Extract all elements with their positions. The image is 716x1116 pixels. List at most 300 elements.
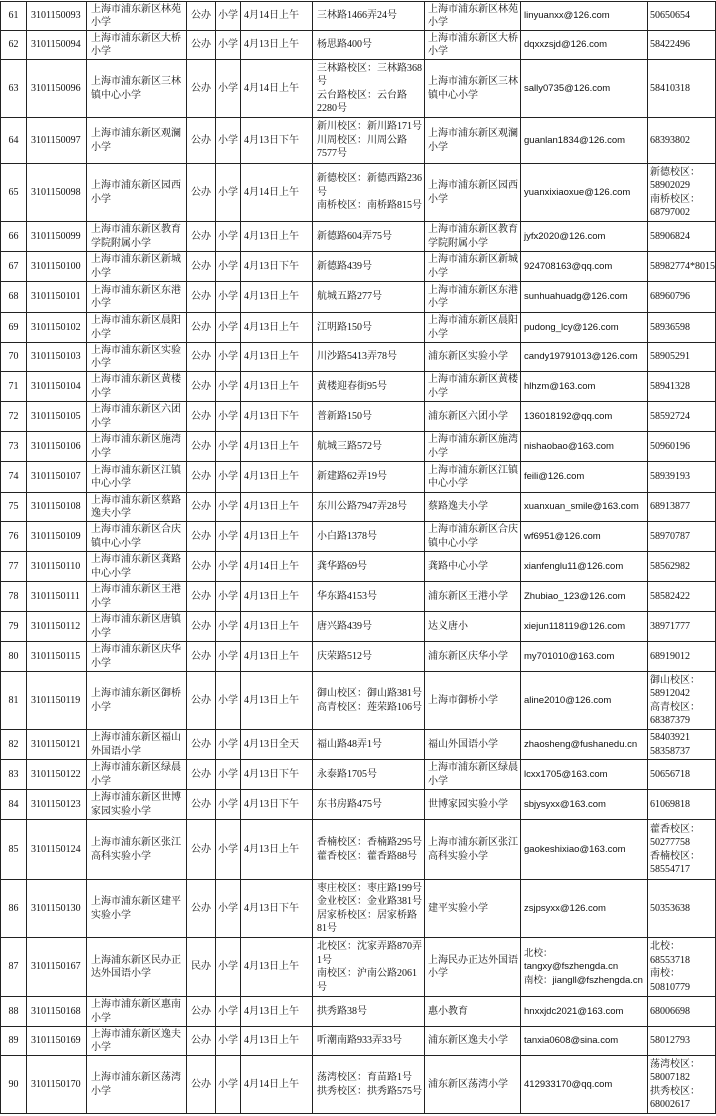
cell-school-level: 小学: [216, 343, 241, 372]
cell-school-name: 上海市浦东新区晨阳小学: [87, 313, 187, 343]
cell-school-type: 公办: [187, 343, 216, 372]
cell-contact-phone: 68960796: [648, 282, 716, 313]
cell-school-name: 上海市浦东新区观澜小学: [87, 118, 187, 164]
cell-school-name: 上海市浦东新区荡湾小学: [87, 1056, 187, 1114]
cell-school-account: 上海市浦东新区观澜小学: [425, 118, 521, 164]
cell-school-name: 上海市浦东新区龚路中心小学: [87, 552, 187, 582]
cell-school-code: 3101150100: [27, 252, 87, 282]
cell-school-account: 世博家园实验小学: [425, 790, 521, 820]
cell-contact-phone: 58982774*8015: [648, 252, 716, 282]
cell-school-account: 浦东新区荡湾小学: [425, 1056, 521, 1114]
cell-school-level: 小学: [216, 730, 241, 760]
cell-open-day-time: 4月13日上午: [241, 612, 313, 642]
cell-row-number: 84: [1, 790, 27, 820]
cell-contact-email: lcxx1705@163.com: [521, 760, 648, 790]
cell-open-day-time: 4月14日上午: [241, 1056, 313, 1114]
cell-school-level: 小学: [216, 522, 241, 552]
cell-school-account: 上海市浦东新区合庆镇中心小学: [425, 522, 521, 552]
cell-school-name: 上海市浦东新区大桥小学: [87, 31, 187, 60]
cell-school-account: 浦东新区庆华小学: [425, 642, 521, 672]
cell-school-level: 小学: [216, 493, 241, 522]
cell-school-type: 公办: [187, 760, 216, 790]
cell-school-address: 唐兴路439号: [313, 612, 425, 642]
cell-school-address: 三林路1466弄24号: [313, 2, 425, 31]
cell-school-level: 小学: [216, 1027, 241, 1056]
cell-school-level: 小学: [216, 552, 241, 582]
cell-school-type: 公办: [187, 31, 216, 60]
cell-school-level: 小学: [216, 938, 241, 997]
cell-school-address: 香楠校区：香楠路295号 藿香校区：藿香路88号: [313, 820, 425, 880]
cell-school-account: 上海市浦东新区黄楼小学: [425, 372, 521, 402]
cell-row-number: 61: [1, 2, 27, 31]
cell-school-name: 上海市浦东新区王港小学: [87, 582, 187, 612]
cell-contact-email: xuanxuan_smile@163.com: [521, 493, 648, 522]
cell-row-number: 87: [1, 938, 27, 997]
cell-school-level: 小学: [216, 582, 241, 612]
cell-school-level: 小学: [216, 760, 241, 790]
cell-row-number: 71: [1, 372, 27, 402]
cell-school-address: 御山校区：御山路381号 高青校区：莲荣路106号: [313, 672, 425, 730]
cell-school-name: 上海市浦东新区蔡路逸夫小学: [87, 493, 187, 522]
cell-contact-email: yuanxixiaoxue@126.com: [521, 164, 648, 222]
cell-school-address: 航城三路572号: [313, 432, 425, 462]
cell-school-account: 达义唐小: [425, 612, 521, 642]
cell-row-number: 64: [1, 118, 27, 164]
cell-school-address: 华东路4153号: [313, 582, 425, 612]
cell-row-number: 65: [1, 164, 27, 222]
cell-school-code: 3101150099: [27, 222, 87, 252]
cell-open-day-time: 4月13日下午: [241, 118, 313, 164]
cell-school-level: 小学: [216, 252, 241, 282]
cell-contact-email: candy19791013@126.com: [521, 343, 648, 372]
cell-school-code: 3101150098: [27, 164, 87, 222]
cell-school-name: 上海市浦东新区建平实验小学: [87, 880, 187, 938]
cell-school-type: 公办: [187, 222, 216, 252]
cell-contact-email: guanlan1834@126.com: [521, 118, 648, 164]
cell-school-level: 小学: [216, 402, 241, 432]
cell-school-address: 江明路150号: [313, 313, 425, 343]
cell-contact-phone: 58905291: [648, 343, 716, 372]
cell-contact-phone: 新德校区：58902029 南桥校区：68797002: [648, 164, 716, 222]
cell-contact-email: xianfenglu11@126.com: [521, 552, 648, 582]
cell-school-type: 公办: [187, 372, 216, 402]
cell-school-type: 公办: [187, 552, 216, 582]
cell-contact-email: jyfx2020@126.com: [521, 222, 648, 252]
cell-school-address: 新德路604弄75号: [313, 222, 425, 252]
cell-school-code: 3101150103: [27, 343, 87, 372]
cell-school-address: 东川公路7947弄28号: [313, 493, 425, 522]
cell-school-code: 3101150115: [27, 642, 87, 672]
cell-school-name: 上海市浦东新区施湾小学: [87, 432, 187, 462]
cell-row-number: 88: [1, 997, 27, 1027]
cell-school-level: 小学: [216, 164, 241, 222]
cell-school-code: 3101150105: [27, 402, 87, 432]
cell-open-day-time: 4月13日上午: [241, 432, 313, 462]
cell-contact-email: 136018192@qq.com: [521, 402, 648, 432]
cell-contact-phone: 38971777: [648, 612, 716, 642]
cell-contact-email: zsjpsyxx@126.com: [521, 880, 648, 938]
cell-open-day-time: 4月13日全天: [241, 730, 313, 760]
cell-school-level: 小学: [216, 642, 241, 672]
cell-open-day-time: 4月13日下午: [241, 402, 313, 432]
cell-open-day-time: 4月13日上午: [241, 462, 313, 493]
cell-contact-phone: 御山校区：58912042 高青校区：68387379: [648, 672, 716, 730]
cell-open-day-time: 4月13日上午: [241, 820, 313, 880]
cell-contact-phone: 58936598: [648, 313, 716, 343]
cell-school-code: 3101150110: [27, 552, 87, 582]
cell-school-type: 公办: [187, 2, 216, 31]
cell-school-level: 小学: [216, 1056, 241, 1114]
cell-contact-email: sally0735@126.com: [521, 60, 648, 118]
cell-school-type: 民办: [187, 938, 216, 997]
cell-school-code: 3101150112: [27, 612, 87, 642]
cell-row-number: 75: [1, 493, 27, 522]
cell-school-name: 上海市浦东新区六团小学: [87, 402, 187, 432]
cell-school-code: 3101150130: [27, 880, 87, 938]
cell-contact-phone: 68919012: [648, 642, 716, 672]
cell-contact-email: 北校：tangxy@fszhengda.cn 南校：jiangll@fszhengda.cn: [521, 938, 648, 997]
cell-open-day-time: 4月13日上午: [241, 313, 313, 343]
cell-school-name: 上海市浦东新区庆华小学: [87, 642, 187, 672]
cell-open-day-time: 4月13日上午: [241, 522, 313, 552]
cell-school-type: 公办: [187, 672, 216, 730]
cell-open-day-time: 4月13日上午: [241, 938, 313, 997]
cell-contact-email: hlhzm@163.com: [521, 372, 648, 402]
cell-contact-phone: 50656718: [648, 760, 716, 790]
cell-school-name: 上海浦东新区民办正达外国语小学: [87, 938, 187, 997]
cell-school-level: 小学: [216, 672, 241, 730]
cell-open-day-time: 4月13日下午: [241, 790, 313, 820]
cell-school-address: 听潮南路933弄33号: [313, 1027, 425, 1056]
cell-school-name: 上海市浦东新区绿晨小学: [87, 760, 187, 790]
cell-school-name: 上海市浦东新区新城小学: [87, 252, 187, 282]
cell-open-day-time: 4月13日下午: [241, 760, 313, 790]
cell-open-day-time: 4月14日上午: [241, 60, 313, 118]
cell-school-level: 小学: [216, 313, 241, 343]
cell-school-account: 浦东新区逸夫小学: [425, 1027, 521, 1056]
cell-school-name: 上海市浦东新区黄楼小学: [87, 372, 187, 402]
cell-school-account: 惠小教育: [425, 997, 521, 1027]
cell-school-type: 公办: [187, 880, 216, 938]
cell-row-number: 69: [1, 313, 27, 343]
cell-row-number: 73: [1, 432, 27, 462]
cell-school-type: 公办: [187, 432, 216, 462]
cell-school-code: 3101150107: [27, 462, 87, 493]
cell-school-address: 三林路校区：三林路368号 云台路校区：云台路2280号: [313, 60, 425, 118]
cell-school-address: 普新路150号: [313, 402, 425, 432]
cell-school-account: 建平实验小学: [425, 880, 521, 938]
cell-school-account: 上海市御桥小学: [425, 672, 521, 730]
cell-school-account: 浦东新区王港小学: [425, 582, 521, 612]
cell-school-level: 小学: [216, 282, 241, 313]
cell-open-day-time: 4月13日下午: [241, 252, 313, 282]
cell-school-type: 公办: [187, 582, 216, 612]
cell-open-day-time: 4月13日下午: [241, 880, 313, 938]
cell-school-address: 航城五路277号: [313, 282, 425, 313]
cell-row-number: 78: [1, 582, 27, 612]
cell-contact-email: linyuanxx@126.com: [521, 2, 648, 31]
cell-school-level: 小学: [216, 820, 241, 880]
cell-open-day-time: 4月13日上午: [241, 31, 313, 60]
cell-contact-phone: 58592724: [648, 402, 716, 432]
cell-school-name: 上海市浦东新区三林镇中心小学: [87, 60, 187, 118]
cell-school-account: 上海市浦东新区施湾小学: [425, 432, 521, 462]
cell-school-type: 公办: [187, 820, 216, 880]
cell-open-day-time: 4月13日上午: [241, 997, 313, 1027]
cell-contact-email: xiejun118119@126.com: [521, 612, 648, 642]
cell-open-day-time: 4月13日上午: [241, 672, 313, 730]
cell-contact-phone: 58012793: [648, 1027, 716, 1056]
cell-contact-phone: 50960196: [648, 432, 716, 462]
cell-school-account: 上海市浦东新区东港小学: [425, 282, 521, 313]
cell-school-code: 3101150124: [27, 820, 87, 880]
cell-contact-phone: 50353638: [648, 880, 716, 938]
cell-school-address: 枣庄校区：枣庄路199号 金业校区：金业路381号 居家桥校区：居家桥路81号: [313, 880, 425, 938]
cell-row-number: 62: [1, 31, 27, 60]
cell-school-type: 公办: [187, 462, 216, 493]
cell-school-level: 小学: [216, 790, 241, 820]
cell-school-type: 公办: [187, 282, 216, 313]
cell-open-day-time: 4月14日上午: [241, 164, 313, 222]
cell-contact-phone: 荡湾校区：58007182 拱秀校区：68002617: [648, 1056, 716, 1114]
cell-contact-phone: 58410318: [648, 60, 716, 118]
cell-contact-email: gaokeshixiao@163.com: [521, 820, 648, 880]
cell-school-account: 上海市浦东新区新城小学: [425, 252, 521, 282]
cell-row-number: 90: [1, 1056, 27, 1114]
cell-row-number: 68: [1, 282, 27, 313]
cell-school-code: 3101150122: [27, 760, 87, 790]
cell-school-type: 公办: [187, 60, 216, 118]
cell-contact-phone: 68006698: [648, 997, 716, 1027]
cell-school-type: 公办: [187, 493, 216, 522]
cell-school-code: 3101150093: [27, 2, 87, 31]
cell-school-account: 上海市浦东新区林苑小学: [425, 2, 521, 31]
cell-school-type: 公办: [187, 790, 216, 820]
cell-school-address: 小白路1378号: [313, 522, 425, 552]
cell-school-type: 公办: [187, 642, 216, 672]
cell-contact-email: my701010@163.com: [521, 642, 648, 672]
cell-school-address: 福山路48弄1号: [313, 730, 425, 760]
cell-school-account: 上海市浦东新区绿晨小学: [425, 760, 521, 790]
cell-school-level: 小学: [216, 432, 241, 462]
cell-school-code: 3101150097: [27, 118, 87, 164]
cell-school-level: 小学: [216, 880, 241, 938]
cell-school-code: 3101150119: [27, 672, 87, 730]
cell-school-name: 上海市浦东新区唐镇小学: [87, 612, 187, 642]
cell-school-name: 上海市浦东新区实验小学: [87, 343, 187, 372]
cell-contact-phone: 61069818: [648, 790, 716, 820]
cell-contact-phone: 58939193: [648, 462, 716, 493]
cell-school-level: 小学: [216, 2, 241, 31]
cell-school-address: 永泰路1705号: [313, 760, 425, 790]
cell-school-code: 3101150109: [27, 522, 87, 552]
cell-school-address: 北校区：沈家弄路870弄1号 南校区：沪南公路2061号: [313, 938, 425, 997]
cell-school-name: 上海市浦东新区江镇中心小学: [87, 462, 187, 493]
cell-contact-email: dqxxzsjd@126.com: [521, 31, 648, 60]
cell-school-account: 上海民办正达外国语小学: [425, 938, 521, 997]
cell-row-number: 86: [1, 880, 27, 938]
cell-school-account: 福山外国语小学: [425, 730, 521, 760]
cell-school-code: 3101150108: [27, 493, 87, 522]
cell-contact-phone: 58941328: [648, 372, 716, 402]
cell-row-number: 76: [1, 522, 27, 552]
cell-school-address: 新德路439号: [313, 252, 425, 282]
cell-school-code: 3101150094: [27, 31, 87, 60]
cell-school-code: 3101150102: [27, 313, 87, 343]
cell-school-type: 公办: [187, 313, 216, 343]
cell-school-name: 上海市浦东新区逸夫小学: [87, 1027, 187, 1056]
cell-contact-email: nishaobao@163.com: [521, 432, 648, 462]
cell-open-day-time: 4月13日上午: [241, 493, 313, 522]
cell-row-number: 82: [1, 730, 27, 760]
cell-row-number: 72: [1, 402, 27, 432]
cell-school-account: 上海市浦东新区江镇中心小学: [425, 462, 521, 493]
cell-contact-email: aline2010@126.com: [521, 672, 648, 730]
cell-contact-email: feili@126.com: [521, 462, 648, 493]
cell-school-account: 龚路中心小学: [425, 552, 521, 582]
cell-school-address: 龚华路69号: [313, 552, 425, 582]
cell-contact-phone: 58403921 58358737: [648, 730, 716, 760]
cell-school-account: 浦东新区实验小学: [425, 343, 521, 372]
cell-school-type: 公办: [187, 997, 216, 1027]
cell-school-level: 小学: [216, 372, 241, 402]
cell-school-account: 上海市浦东新区园西小学: [425, 164, 521, 222]
cell-school-level: 小学: [216, 997, 241, 1027]
cell-school-address: 新德校区：新德西路236号 南桥校区：南桥路815号: [313, 164, 425, 222]
cell-school-account: 上海市浦东新区教育学院附属小学: [425, 222, 521, 252]
cell-school-account: 蔡路逸夫小学: [425, 493, 521, 522]
cell-school-code: 3101150169: [27, 1027, 87, 1056]
cell-school-address: 新川校区：新川路171号 川周校区：川周公路7577号: [313, 118, 425, 164]
cell-school-level: 小学: [216, 60, 241, 118]
cell-row-number: 79: [1, 612, 27, 642]
cell-school-address: 庆荣路512号: [313, 642, 425, 672]
cell-row-number: 81: [1, 672, 27, 730]
cell-open-day-time: 4月13日上午: [241, 1027, 313, 1056]
cell-school-address: 新建路62弄19号: [313, 462, 425, 493]
cell-contact-email: hnxxjdc2021@163.com: [521, 997, 648, 1027]
cell-school-name: 上海市浦东新区御桥小学: [87, 672, 187, 730]
cell-school-type: 公办: [187, 1027, 216, 1056]
cell-school-name: 上海市浦东新区园西小学: [87, 164, 187, 222]
cell-row-number: 77: [1, 552, 27, 582]
cell-contact-phone: 58422496: [648, 31, 716, 60]
cell-school-address: 川沙路5413弄78号: [313, 343, 425, 372]
cell-row-number: 74: [1, 462, 27, 493]
cell-contact-email: tanxia0608@sina.com: [521, 1027, 648, 1056]
cell-school-name: 上海市浦东新区林苑小学: [87, 2, 187, 31]
cell-school-code: 3101150111: [27, 582, 87, 612]
cell-open-day-time: 4月13日上午: [241, 372, 313, 402]
cell-contact-phone: 68393802: [648, 118, 716, 164]
cell-contact-phone: 58562982: [648, 552, 716, 582]
cell-school-level: 小学: [216, 462, 241, 493]
cell-school-type: 公办: [187, 1056, 216, 1114]
cell-school-name: 上海市浦东新区张江高科实验小学: [87, 820, 187, 880]
cell-school-code: 3101150101: [27, 282, 87, 313]
cell-contact-email: 412933170@qq.com: [521, 1056, 648, 1114]
cell-school-name: 上海市浦东新区惠南小学: [87, 997, 187, 1027]
cell-contact-phone: 58582422: [648, 582, 716, 612]
cell-contact-email: Zhubiao_123@126.com: [521, 582, 648, 612]
cell-contact-email: sbjysyxx@163.com: [521, 790, 648, 820]
cell-school-name: 上海市浦东新区合庆镇中心小学: [87, 522, 187, 552]
cell-school-code: 3101150123: [27, 790, 87, 820]
cell-school-code: 3101150121: [27, 730, 87, 760]
cell-row-number: 67: [1, 252, 27, 282]
cell-contact-email: pudong_lcy@126.com: [521, 313, 648, 343]
cell-school-type: 公办: [187, 730, 216, 760]
cell-open-day-time: 4月13日上午: [241, 582, 313, 612]
cell-open-day-time: 4月14日上午: [241, 2, 313, 31]
cell-school-type: 公办: [187, 612, 216, 642]
cell-school-account: 上海市浦东新区张江高科实验小学: [425, 820, 521, 880]
cell-school-type: 公办: [187, 164, 216, 222]
cell-school-type: 公办: [187, 522, 216, 552]
cell-school-type: 公办: [187, 402, 216, 432]
cell-school-name: 上海市浦东新区东港小学: [87, 282, 187, 313]
cell-open-day-time: 4月13日上午: [241, 343, 313, 372]
cell-contact-email: 924708163@qq.com: [521, 252, 648, 282]
cell-school-code: 3101150168: [27, 997, 87, 1027]
cell-school-address: 东书房路475号: [313, 790, 425, 820]
cell-contact-phone: 68913877: [648, 493, 716, 522]
cell-row-number: 63: [1, 60, 27, 118]
cell-school-address: 荡湾校区：育苗路1号 拱秀校区：拱秀路575号: [313, 1056, 425, 1114]
cell-school-address: 黄楼迎春街95号: [313, 372, 425, 402]
cell-school-code: 3101150106: [27, 432, 87, 462]
cell-contact-email: zhaosheng@fushanedu.cn: [521, 730, 648, 760]
cell-school-level: 小学: [216, 118, 241, 164]
cell-contact-email: sunhuahuadg@126.com: [521, 282, 648, 313]
cell-school-type: 公办: [187, 118, 216, 164]
cell-school-name: 上海市浦东新区教育学院附属小学: [87, 222, 187, 252]
cell-row-number: 85: [1, 820, 27, 880]
cell-school-account: 上海市浦东新区大桥小学: [425, 31, 521, 60]
cell-school-name: 上海市浦东新区世博家园实验小学: [87, 790, 187, 820]
cell-contact-phone: 藿香校区：50277758 香楠校区：58554717: [648, 820, 716, 880]
cell-school-address: 杨思路400号: [313, 31, 425, 60]
cell-open-day-time: 4月13日上午: [241, 282, 313, 313]
cell-contact-phone: 58970787: [648, 522, 716, 552]
cell-school-code: 3101150104: [27, 372, 87, 402]
cell-open-day-time: 4月13日上午: [241, 642, 313, 672]
cell-contact-email: wf6951@126.com: [521, 522, 648, 552]
cell-open-day-time: 4月14日上午: [241, 552, 313, 582]
cell-school-name: 上海市浦东新区福山外国语小学: [87, 730, 187, 760]
cell-contact-phone: 58906824: [648, 222, 716, 252]
cell-row-number: 80: [1, 642, 27, 672]
cell-row-number: 83: [1, 760, 27, 790]
cell-row-number: 70: [1, 343, 27, 372]
school-table: [0, 1, 716, 1114]
cell-school-code: 3101150167: [27, 938, 87, 997]
cell-school-account: 上海市浦东新区三林镇中心小学: [425, 60, 521, 118]
cell-contact-phone: 50650654: [648, 2, 716, 31]
cell-row-number: 89: [1, 1027, 27, 1056]
cell-school-account: 上海市浦东新区晨阳小学: [425, 313, 521, 343]
cell-school-code: 3101150170: [27, 1056, 87, 1114]
cell-school-address: 拱秀路38号: [313, 997, 425, 1027]
cell-school-type: 公办: [187, 252, 216, 282]
cell-school-level: 小学: [216, 612, 241, 642]
cell-school-code: 3101150096: [27, 60, 87, 118]
cell-contact-phone: 北校：68553718 南校：50810779: [648, 938, 716, 997]
cell-row-number: 66: [1, 222, 27, 252]
cell-school-level: 小学: [216, 222, 241, 252]
cell-school-level: 小学: [216, 31, 241, 60]
cell-school-account: 浦东新区六团小学: [425, 402, 521, 432]
